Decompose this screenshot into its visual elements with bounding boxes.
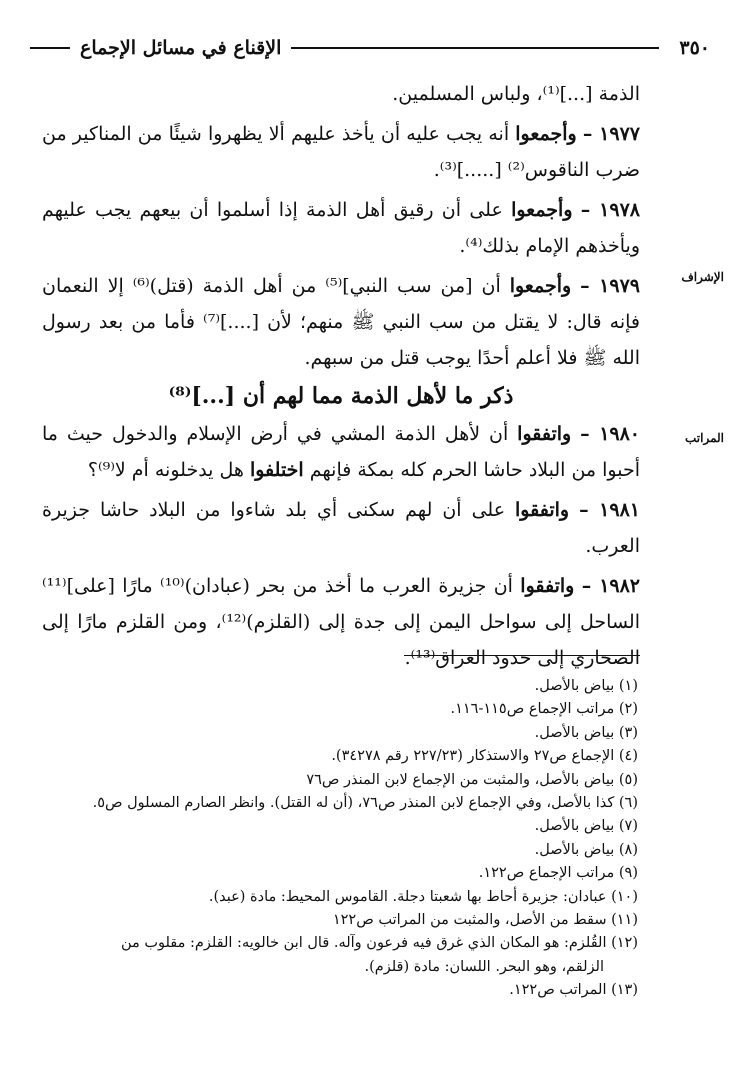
paragraph-text: على أن لهم سكنى أي بلد شاءوا من البلاد حاشا جزيرة العرب. [42, 499, 640, 557]
footnote: (١٢) القُلزم: هو المكان الذي غرق فيه فرعون وآله. قال ابن خالويه: القلزم: مقلوب من [120, 935, 638, 952]
header-dash [30, 47, 70, 49]
paragraph-1980 [42, 416, 640, 488]
footnote: (٨) بياض بالأصل. [534, 841, 638, 858]
page-header [30, 34, 710, 62]
keyword-ikhtalafu: اختلفوا [249, 459, 304, 481]
item-number: ١٩٧٩ – [580, 275, 640, 297]
paragraph-text: على أن رقيق أهل الذمة إذا أسلموا أن بيعهم يجب عليهم ويأخذهم الإمام بذلك⁽⁴⁾. [42, 199, 640, 257]
intro-line: الذمة [...]⁽¹⁾، ولباس المسلمين. [392, 83, 640, 105]
footnote: (٦) كذا بالأصل، وفي الإجماع لابن المنذر ص٧٦، (أن له القتل). وانظر الصارم المسلول ص٥. [92, 795, 638, 812]
footnote: (٩) مراتب الإجماع ص١٢٢. [478, 865, 638, 882]
paragraph-1977 [42, 116, 640, 188]
book-title: الإقناع في مسائل الإجماع [80, 37, 282, 59]
keyword: واتفقوا [515, 499, 570, 521]
footnote: (١٣) المراتب ص١٢٢. [509, 982, 638, 999]
paragraph-1978 [42, 192, 640, 264]
item-number: ١٩٧٨ – [580, 199, 640, 221]
footnote: (٥) بياض بالأصل، والمثبت من الإجماع لابن المنذر ص٧٦ [306, 771, 638, 788]
main-text [42, 76, 640, 676]
page-number: ٣٥٠ [679, 37, 710, 59]
footnote-separator [404, 655, 640, 656]
paragraph-text: أن لأهل الذمة المشي في أرض الإسلام والدخول حيث ما أحبوا من البلاد حاشا الحرم كله بمكة فإنهم [42, 423, 640, 481]
side-label-ishraf: الإشراف [681, 270, 724, 284]
footnote: (١٠) عبادان: جزيرة أحاط بها شعبتا دجلة. القاموس المحيط: مادة (عبد). [208, 888, 638, 905]
keyword: واتفقوا [520, 575, 575, 597]
keyword: واتفقوا [517, 423, 572, 445]
item-number: ١٩٨٢ – [581, 575, 641, 597]
paragraph-1981 [42, 492, 640, 564]
footnote: (١١) سقط من الأصل، والمثبت من المراتب ص١٢٢ [332, 912, 638, 929]
paragraph-1982 [42, 568, 640, 676]
keyword: وأجمعوا [515, 123, 577, 145]
footnote-continuation: الزلقم، وهو البحر. اللسان: مادة (قلزم). [364, 958, 604, 975]
item-number: ١٩٨٠ – [580, 423, 641, 445]
header-rule [291, 47, 659, 49]
footnote: (٤) الإجماع ص٢٧ والاستذكار (٢٢٧/٢٣ رقم ٣٤٢٧٨). [331, 748, 638, 765]
footnote: (٢) مراتب الإجماع ص١١٥-١١٦. [450, 701, 638, 718]
paragraph-text-end: هل يدخلونه أم لا⁽⁹⁾؟ [87, 459, 250, 481]
paragraph-text: أن جزيرة العرب ما أخذ من بحر (عبادان)⁽¹⁰⁾ مارًا [على]⁽¹¹⁾ الساحل إلى سواحل اليمن إلى جدة إلى (القلزم)⁽¹²⁾، ومن القلزم مارًا إلى الصحاري إلى حدود العراق⁽¹³⁾. [42, 575, 640, 669]
item-number: ١٩٧٧ – [582, 123, 640, 145]
footnote: (٣) بياض بالأصل. [534, 724, 638, 741]
item-number: ١٩٨١ – [579, 499, 640, 521]
paragraph-1979 [42, 268, 640, 376]
paragraph-text: أن [من سب النبي]⁽⁵⁾ من أهل الذمة (قتل)⁽⁶⁾ إلا النعمان فإنه قال: لا يقتل من سب النبي ﷺ منهم؛ لأن [....]⁽⁷⁾ فأما من بعد رسول الله ﷺ فلا أعلم أحدًا يوجب قتل من سبهم. [42, 275, 641, 369]
keyword: وأجمعوا [511, 199, 573, 221]
paragraph-text: أنه يجب عليه أن يأخذ عليهم ألا يظهروا شيئًا من المناكير من ضرب الناقوس⁽²⁾ [.....]⁽³⁾. [42, 123, 640, 181]
section-heading: ذكر ما لأهل الذمة مما لهم أن [...]⁽⁸⁾ [168, 383, 514, 409]
side-label-maratib: المراتب [684, 431, 724, 445]
footnotes [42, 675, 638, 1003]
footnote: (١) بياض بالأصل. [534, 678, 638, 694]
footnote: (٧) بياض بالأصل. [534, 818, 638, 835]
keyword: وأجمعوا [509, 275, 572, 297]
